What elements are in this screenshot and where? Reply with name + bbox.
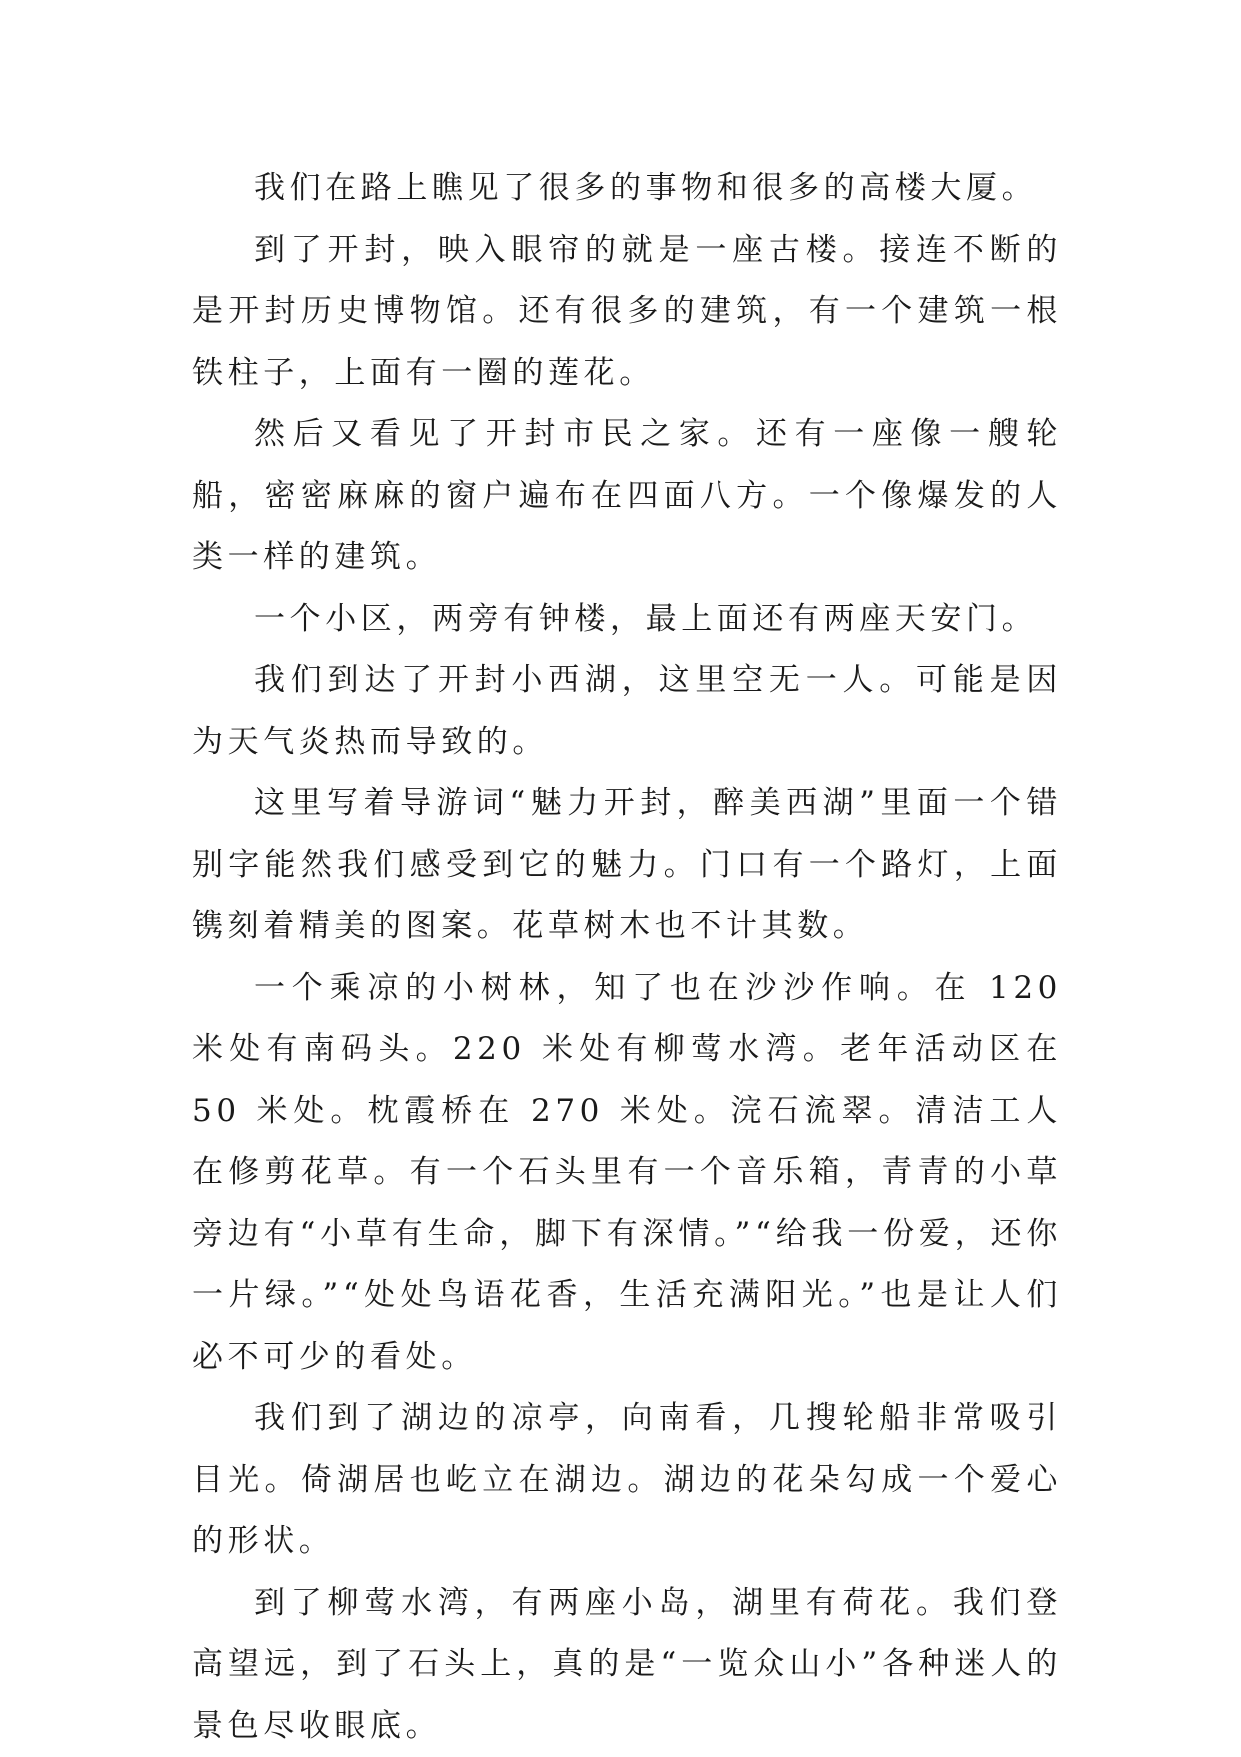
paragraph: 这里写着导游词“魅力开封，醉美西湖”里面一个错别字能然我们感受到它的魅力。门口有一个路灯，上面镌刻着精美的图案。花草树木也不计其数。 bbox=[192, 773, 1062, 958]
paragraph: 然后又看见了开封市民之家。还有一座像一艘轮船，密密麻麻的窗户遍布在四面八方。一个像爆发的人类一样的建筑。 bbox=[192, 404, 1062, 589]
paragraph: 我们到了湖边的凉亭，向南看，几搜轮船非常吸引目光。倚湖居也屹立在湖边。湖边的花朵勾成一个爱心的形状。 bbox=[192, 1388, 1062, 1573]
paragraph: 一个小区，两旁有钟楼，最上面还有两座天安门。 bbox=[192, 589, 1062, 651]
paragraph: 一个乘凉的小树林，知了也在沙沙作响。在 120 米处有南码头。220 米处有柳莺水湾。老年活动区在 50 米处。枕霞桥在 270 米处。浣石流翠。清洁工人在修剪花草。有一个石头里有一个音乐箱，青青的小草旁边有“小草有生命，脚下有深情。”“给我一份爱，还你一片绿。”“处处鸟语花香，生活充满阳光。”也是让人们必不可少的看处。 bbox=[192, 958, 1062, 1389]
paragraph: 到了开封，映入眼帘的就是一座古楼。接连不断的是开封历史博物馆。还有很多的建筑，有一个建筑一根铁柱子，上面有一圈的莲花。 bbox=[192, 220, 1062, 405]
paragraph: 我们到达了开封小西湖，这里空无一人。可能是因为天气炎热而导致的。 bbox=[192, 650, 1062, 773]
paragraph: 我们在路上瞧见了很多的事物和很多的高楼大厦。 bbox=[192, 158, 1062, 220]
body-text bbox=[192, 158, 1062, 1757]
paragraph: 到了柳莺水湾，有两座小岛，湖里有荷花。我们登高望远，到了石头上，真的是“一览众山小”各种迷人的景色尽收眼底。 bbox=[192, 1573, 1062, 1757]
